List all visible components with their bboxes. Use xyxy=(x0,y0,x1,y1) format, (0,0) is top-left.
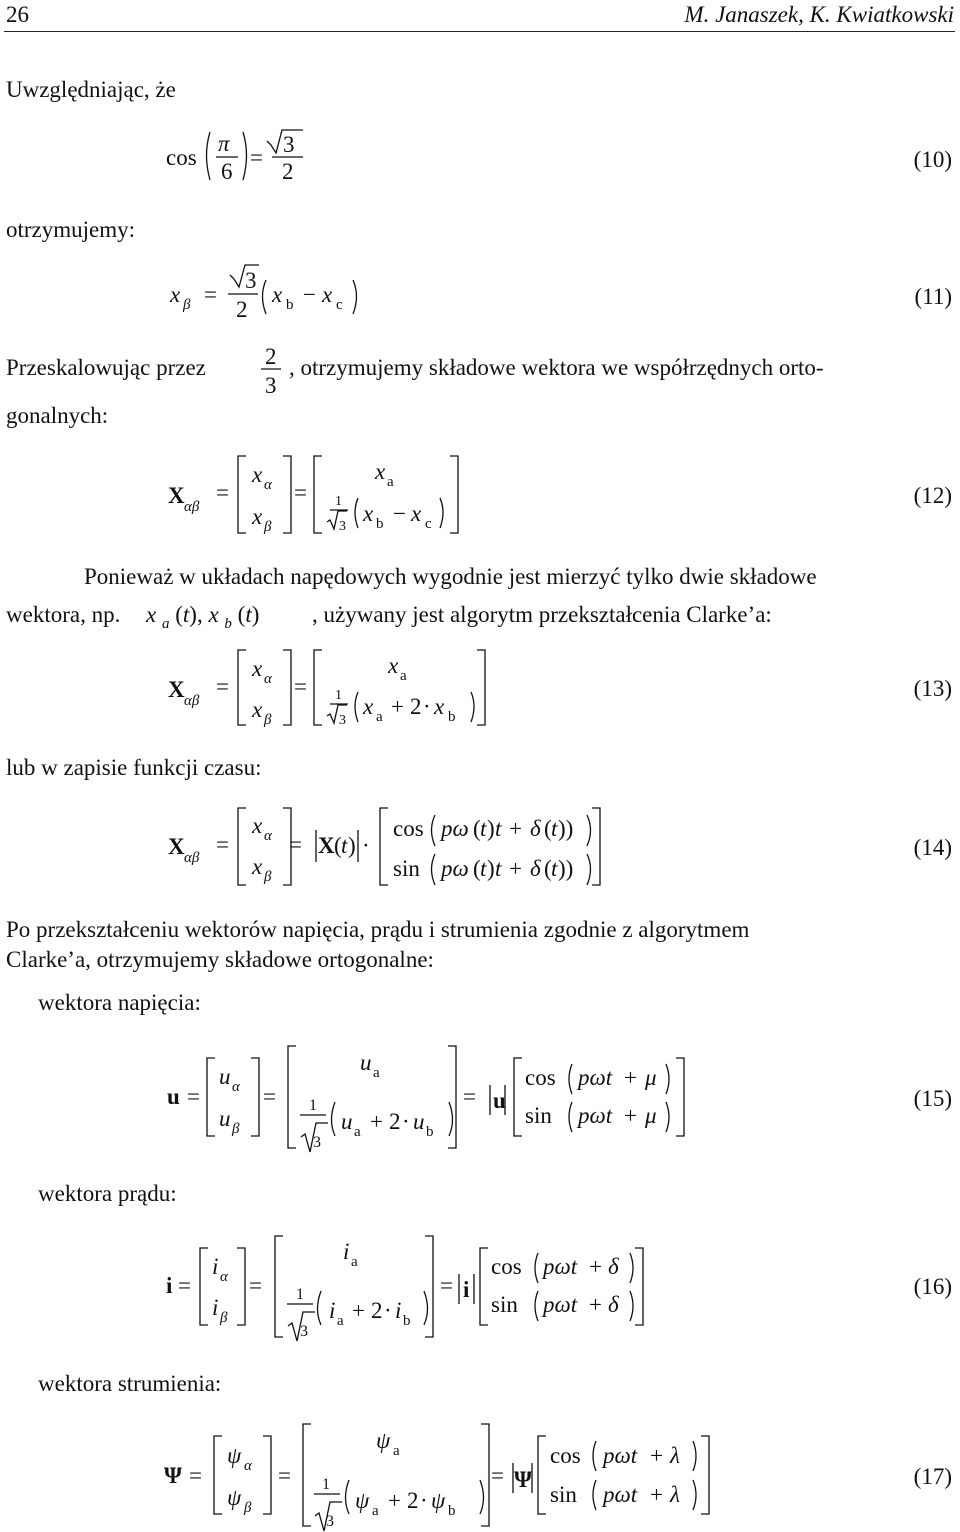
svg-text:a: a xyxy=(393,1443,400,1459)
svg-text:3: 3 xyxy=(245,268,257,293)
svg-text:αβ: αβ xyxy=(184,850,200,866)
svg-text:α: α xyxy=(220,1269,228,1285)
svg-text:t: t xyxy=(495,856,502,881)
svg-text:−: − xyxy=(393,501,406,526)
after-line-2: Clarke’a, otrzymujemy składowe ortogonalne: xyxy=(6,947,434,972)
svg-text:β: β xyxy=(183,297,191,313)
svg-text:(: ( xyxy=(334,833,342,858)
svg-text:cos: cos xyxy=(393,816,424,841)
svg-text:i: i xyxy=(463,1277,470,1302)
svg-text:=: = xyxy=(278,1463,291,1488)
svg-text:=: = xyxy=(250,145,263,170)
svg-text:Ψ: Ψ xyxy=(164,1463,182,1488)
svg-text:b: b xyxy=(376,516,384,532)
svg-text:+: + xyxy=(624,1103,637,1128)
svg-text:·: · xyxy=(384,1298,392,1323)
svg-text:+: + xyxy=(589,1254,602,1279)
svg-text:1: 1 xyxy=(335,494,342,509)
svg-text:a: a xyxy=(387,474,394,490)
voltage-label: wektora napięcia: xyxy=(38,990,201,1015)
running-header-authors: M. Janaszek, K. Kwiatkowski xyxy=(684,2,954,27)
svg-text:+: + xyxy=(352,1298,365,1323)
svg-text:3: 3 xyxy=(265,373,277,398)
svg-text:3: 3 xyxy=(300,1323,308,1340)
svg-text:3: 3 xyxy=(339,713,346,728)
svg-text:=: = xyxy=(263,1084,276,1109)
svg-text:t: t xyxy=(480,816,487,841)
svg-text:i: i xyxy=(166,1273,173,1298)
time-form-text: lub w zapisie funkcji czasu: xyxy=(6,755,262,780)
svg-text:X: X xyxy=(168,483,185,508)
svg-text:pωt: pωt xyxy=(543,1254,578,1279)
svg-text:−: − xyxy=(303,282,316,307)
svg-text:=: = xyxy=(187,1084,200,1109)
svg-text:2: 2 xyxy=(410,694,422,719)
svg-text:u: u xyxy=(219,1064,231,1089)
flux-label: wektora strumienia: xyxy=(38,1371,222,1396)
svg-text:3: 3 xyxy=(283,132,295,157)
svg-text:ψ: ψ xyxy=(355,1488,370,1513)
svg-text:u: u xyxy=(493,1088,506,1113)
svg-text:λ: λ xyxy=(670,1482,680,1507)
svg-text:t: t xyxy=(480,856,487,881)
rescale-text-start: Przeskalowując przez xyxy=(6,355,206,380)
because-line-2-post: , używany jest algorytm przekształcenia Clarke’a: xyxy=(312,602,772,627)
svg-text:u: u xyxy=(341,1109,353,1134)
svg-text:1: 1 xyxy=(296,1286,304,1303)
svg-text:x: x xyxy=(375,459,386,484)
svg-text:sin: sin xyxy=(491,1292,518,1317)
svg-text:3: 3 xyxy=(313,1134,321,1151)
because-line-1: Ponieważ w układach napędowych wygodnie jest mierzyć tylko dwie składowe xyxy=(84,564,817,589)
svg-text:(: ( xyxy=(544,816,552,841)
svg-text:δ: δ xyxy=(608,1292,619,1317)
equation-number-16: (16) xyxy=(913,1274,952,1299)
svg-text:a: a xyxy=(373,1065,380,1081)
svg-text:(: ( xyxy=(544,856,552,881)
svg-text:β: β xyxy=(220,1310,228,1326)
svg-text:a: a xyxy=(354,1124,361,1140)
svg-text:μ: μ xyxy=(645,1065,657,1090)
svg-text:x: x xyxy=(252,697,263,722)
svg-text:2: 2 xyxy=(236,297,248,322)
svg-text:2: 2 xyxy=(389,1109,401,1134)
svg-text:+: + xyxy=(509,816,522,841)
svg-text:u: u xyxy=(167,1084,180,1109)
svg-text:(: ( xyxy=(473,856,481,881)
svg-text:ψ: ψ xyxy=(376,1428,391,1453)
because-line-2-math: x $_a$ (t), x $_b$ (t) xyxy=(146,602,260,632)
svg-text:2: 2 xyxy=(265,344,277,369)
svg-text:β: β xyxy=(264,712,272,728)
svg-text:pωt: pωt xyxy=(603,1443,638,1468)
svg-text:x: x xyxy=(272,282,283,307)
svg-text:x: x xyxy=(411,501,422,526)
because-line-2-pre: wektora, np. xyxy=(6,602,121,627)
svg-text:X: X xyxy=(168,834,185,859)
svg-text:t: t xyxy=(495,816,502,841)
svg-text:x: x xyxy=(252,854,263,879)
svg-text:c: c xyxy=(336,297,343,313)
svg-text:pωt: pωt xyxy=(578,1103,613,1128)
svg-text:b: b xyxy=(286,297,294,313)
svg-text:=: = xyxy=(491,1463,504,1488)
after-line-1: Po przekształceniu wektorów napięcia, prądu i strumienia zgodnie z algorytmem xyxy=(6,917,750,942)
svg-text:u: u xyxy=(413,1109,425,1134)
svg-text:x: x xyxy=(252,656,263,681)
svg-text:a: a xyxy=(351,1254,358,1270)
svg-text:cos: cos xyxy=(166,145,197,170)
svg-text:+: + xyxy=(370,1109,383,1134)
svg-text:1: 1 xyxy=(309,1097,317,1114)
svg-text:=: = xyxy=(249,1273,262,1298)
svg-text:): ) xyxy=(487,856,495,881)
svg-text:ψ: ψ xyxy=(227,1443,242,1468)
svg-text:x: x xyxy=(363,694,374,719)
svg-text:): ) xyxy=(487,816,495,841)
svg-text:+: + xyxy=(388,1488,401,1513)
svg-text:u: u xyxy=(360,1050,372,1075)
svg-text:δ: δ xyxy=(530,856,541,881)
svg-text:β: β xyxy=(232,1121,240,1137)
svg-text:t: t xyxy=(551,856,558,881)
svg-text:pωt: pωt xyxy=(578,1065,613,1090)
svg-text:π: π xyxy=(218,131,230,156)
svg-text:2: 2 xyxy=(371,1298,383,1323)
svg-text:·: · xyxy=(362,833,370,858)
svg-text:x: x xyxy=(252,504,263,529)
svg-text:cos: cos xyxy=(491,1254,522,1279)
svg-text:t: t xyxy=(341,833,348,858)
svg-text:=: = xyxy=(216,832,229,857)
svg-text:αβ: αβ xyxy=(184,693,200,709)
svg-text:u: u xyxy=(219,1106,231,1131)
svg-text:α: α xyxy=(232,1079,240,1095)
equation-number-10: (10) xyxy=(913,147,952,172)
svg-text:=: = xyxy=(204,282,217,307)
svg-text:α: α xyxy=(264,828,272,844)
equation-number-12: (12) xyxy=(913,483,952,508)
current-label: wektora prądu: xyxy=(38,1181,177,1206)
svg-text:ψ: ψ xyxy=(227,1485,242,1510)
svg-text:(: ( xyxy=(473,816,481,841)
rescale-text-cont: gonalnych: xyxy=(6,403,109,428)
svg-text:1: 1 xyxy=(335,688,342,703)
svg-text:Ψ: Ψ xyxy=(514,1467,532,1492)
equation-number-17: (17) xyxy=(913,1464,952,1489)
svg-text:)): )) xyxy=(558,856,574,881)
equation-number-11: (11) xyxy=(914,284,952,309)
svg-text:sin: sin xyxy=(550,1482,577,1507)
svg-text:=: = xyxy=(189,1463,202,1488)
svg-text:b: b xyxy=(426,1124,434,1140)
svg-text:i: i xyxy=(343,1239,350,1264)
svg-text:=: = xyxy=(440,1273,453,1298)
svg-text:δ: δ xyxy=(530,816,541,841)
svg-text:=: = xyxy=(178,1273,191,1298)
svg-text:+: + xyxy=(624,1065,637,1090)
svg-text:μ: μ xyxy=(645,1103,657,1128)
svg-text:x: x xyxy=(388,653,399,678)
svg-text:pωt: pωt xyxy=(603,1482,638,1507)
svg-text:·: · xyxy=(420,1488,428,1513)
svg-text:β: β xyxy=(264,519,272,535)
svg-text:λ: λ xyxy=(670,1443,680,1468)
svg-text:x: x xyxy=(322,282,333,307)
svg-text:x: x xyxy=(170,282,181,307)
svg-text:pωt: pωt xyxy=(543,1292,578,1317)
svg-text:+: + xyxy=(589,1292,602,1317)
svg-text:i: i xyxy=(329,1298,336,1323)
svg-text:sin: sin xyxy=(525,1103,552,1128)
svg-text:+: + xyxy=(650,1482,663,1507)
svg-text:cos: cos xyxy=(525,1065,556,1090)
svg-text:α: α xyxy=(244,1458,252,1474)
svg-text:+: + xyxy=(391,694,404,719)
svg-text:sin: sin xyxy=(393,856,420,881)
svg-text:αβ: αβ xyxy=(184,499,200,515)
svg-text:i: i xyxy=(212,1254,219,1279)
rescale-text-end: , otrzymujemy składowe wektora we współrzędnych orto- xyxy=(289,355,824,380)
svg-text:1: 1 xyxy=(322,1476,330,1493)
svg-text:cos: cos xyxy=(550,1443,581,1468)
intro-text: Uwzględniając, że xyxy=(6,77,176,102)
svg-text:i: i xyxy=(395,1298,402,1323)
equation-number-14: (14) xyxy=(913,835,952,860)
svg-text:·: · xyxy=(423,694,431,719)
svg-text:α: α xyxy=(264,671,272,687)
svg-text:β: β xyxy=(244,1500,252,1516)
svg-text:a: a xyxy=(400,668,407,684)
svg-text:)): )) xyxy=(558,816,574,841)
svg-text:X: X xyxy=(318,833,335,858)
svg-text:a: a xyxy=(376,709,383,725)
svg-text:=: = xyxy=(294,480,307,505)
svg-text:x: x xyxy=(434,694,445,719)
svg-text:3: 3 xyxy=(326,1513,334,1530)
equation-number-15: (15) xyxy=(913,1086,952,1111)
svg-text:b: b xyxy=(448,709,456,725)
svg-text:=: = xyxy=(216,480,229,505)
svg-text:=: = xyxy=(294,674,307,699)
svg-text:6: 6 xyxy=(221,159,233,184)
svg-text:·: · xyxy=(402,1109,410,1134)
svg-text:2: 2 xyxy=(407,1488,419,1513)
obtain-text: otrzymujemy: xyxy=(6,217,136,242)
svg-text:ψ: ψ xyxy=(431,1488,446,1513)
svg-text:i: i xyxy=(212,1295,219,1320)
svg-text:+: + xyxy=(650,1443,663,1468)
svg-text:=: = xyxy=(216,674,229,699)
svg-text:b: b xyxy=(403,1313,411,1329)
svg-text:b: b xyxy=(448,1503,456,1519)
svg-text:δ: δ xyxy=(608,1254,619,1279)
svg-text:x: x xyxy=(363,501,374,526)
svg-text:pω: pω xyxy=(441,856,469,881)
svg-text:): ) xyxy=(348,833,356,858)
svg-text:t: t xyxy=(551,816,558,841)
svg-text:a: a xyxy=(337,1313,344,1329)
svg-text:x: x xyxy=(252,462,263,487)
svg-text:+: + xyxy=(509,856,522,881)
svg-text:=: = xyxy=(463,1084,476,1109)
svg-text:2: 2 xyxy=(282,159,294,184)
svg-text:x: x xyxy=(252,813,263,838)
svg-text:c: c xyxy=(425,516,432,532)
svg-text:β: β xyxy=(264,869,272,885)
svg-text:=: = xyxy=(289,832,302,857)
svg-text:pω: pω xyxy=(441,816,469,841)
svg-text:α: α xyxy=(264,477,272,493)
equation-number-13: (13) xyxy=(913,676,952,701)
svg-text:a: a xyxy=(372,1503,379,1519)
svg-text:X: X xyxy=(168,677,185,702)
page-number: 26 xyxy=(6,2,29,27)
svg-text:3: 3 xyxy=(339,519,346,534)
